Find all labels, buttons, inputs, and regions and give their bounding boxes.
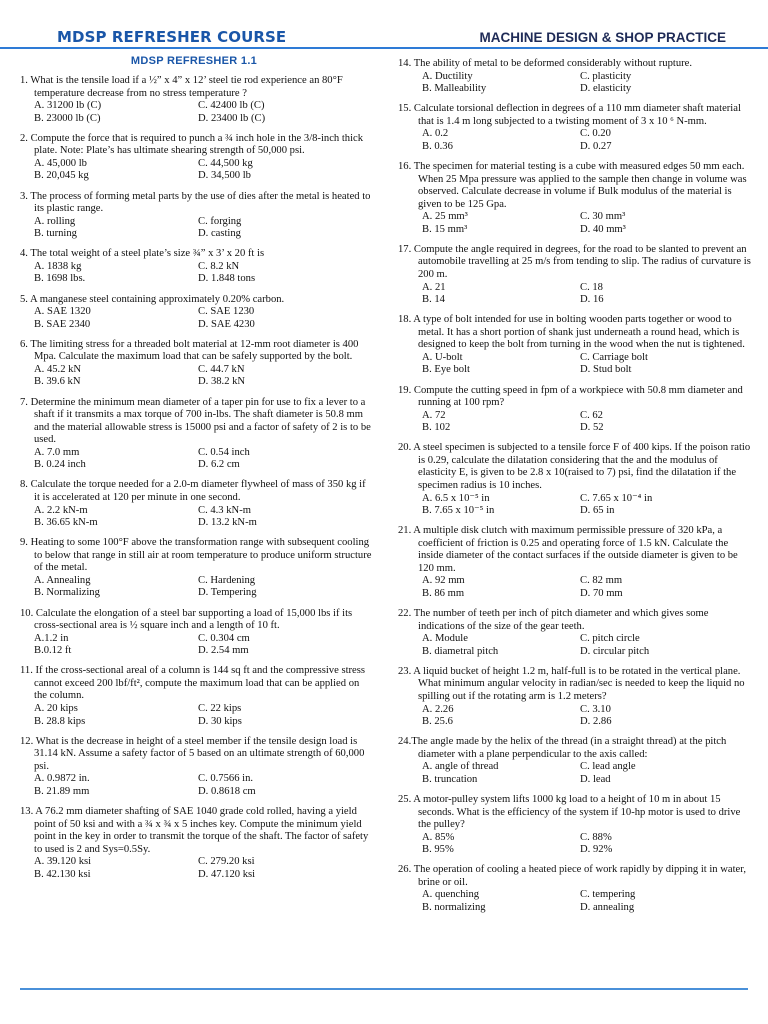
- answer-option: A. 2.2 kN-m: [34, 504, 88, 516]
- question-item: [396, 666, 754, 729]
- question-item: [10, 191, 372, 241]
- answer-option: A. 45.2 kN: [34, 363, 82, 375]
- answer-option: D. 0.8618 cm: [198, 785, 256, 797]
- question-stem: 17. Compute the angle required in degrees, for the road to be slanted to prevent an automobile travelling at 25 m/s from tending to slip. The radius of curvature is 200 m.: [398, 243, 751, 280]
- answer-option: D. 16: [580, 294, 604, 306]
- answer-option: B. normalizing: [422, 901, 486, 913]
- answer-option: C. 42400 lb (C): [198, 100, 265, 112]
- answer-options: [10, 856, 372, 881]
- answer-option: B. 14: [422, 294, 445, 306]
- answer-options: [396, 352, 754, 377]
- answer-option: D. 6.2 cm: [198, 459, 240, 471]
- answer-options: [10, 306, 372, 331]
- answer-options: [396, 575, 754, 600]
- answer-option: A. Module: [422, 633, 468, 645]
- question-item: [10, 397, 372, 472]
- answer-option: C. 0.54 inch: [198, 446, 250, 458]
- answer-options: [396, 71, 754, 96]
- answer-option: A. 92 mm: [422, 575, 465, 587]
- answer-option: C. 30 mm³: [580, 211, 626, 223]
- answer-option: A. 2.26: [422, 703, 454, 715]
- answer-option: C. 8.2 kN: [198, 260, 240, 272]
- answer-option: B. 86 mm: [422, 587, 465, 599]
- answer-options: [10, 633, 372, 658]
- answer-option: D. lead: [580, 773, 611, 785]
- answer-option: D. Stud bolt: [580, 364, 632, 376]
- question-item: [10, 133, 372, 183]
- answer-option: B. 42.130 ksi: [34, 868, 91, 880]
- answer-option: A. 72: [422, 409, 446, 421]
- answer-options: [10, 575, 372, 600]
- answer-option: A. 1838 kg: [34, 260, 82, 272]
- answer-option: B. 23000 lb (C): [34, 112, 101, 124]
- question-stem: 18. A type of bolt intended for use in bolting wooden parts together or wood to metal. It has a short portion of shank just underneath a round head, which is designed to keep the bolt from turning in the wood when the nut is tightened.: [398, 314, 745, 351]
- answer-option: D. 40 mm³: [580, 223, 626, 235]
- answer-option: D. annealing: [580, 901, 635, 913]
- question-stem: 25. A motor-pulley system lifts 1000 kg load to a height of 10 m in about 15 seconds. What is the efficiency of the system if 10-hp motor is used to drive the pulley?: [398, 793, 741, 831]
- answer-option: A. 21: [422, 281, 446, 293]
- answer-option: A. rolling: [34, 215, 76, 227]
- question-stem: 4. The total weight of a steel plate’s size ¾” x 3’ x 20 ft is: [20, 248, 265, 260]
- answer-option: B. Malleability: [422, 83, 487, 95]
- answer-option: D. 1.848 tons: [198, 273, 256, 285]
- question-item: [10, 806, 372, 881]
- answer-option: B. turning: [34, 228, 77, 240]
- answer-option: D. 13.2 kN-m: [198, 517, 257, 529]
- answer-option: A. 39.120 ksi: [34, 856, 92, 868]
- answer-options: [10, 216, 372, 241]
- question-item: [396, 442, 754, 517]
- answer-option: A.1.2 in: [34, 632, 69, 644]
- answer-option: C. 22 kips: [198, 703, 242, 714]
- answer-options: [396, 211, 754, 236]
- answer-option: D. 23400 lb (C): [198, 112, 266, 124]
- answer-option: D. 52: [580, 422, 604, 434]
- question-item: [10, 608, 372, 658]
- answer-option: D. 34,500 lb: [198, 170, 251, 182]
- answer-option: A. angle of thread: [422, 761, 499, 773]
- question-item: [396, 58, 754, 96]
- question-item: [396, 525, 754, 600]
- answer-option: A. 0.2: [422, 128, 449, 140]
- question-item: [396, 608, 754, 658]
- question-item: [396, 103, 754, 153]
- answer-options: [10, 261, 372, 286]
- course-title: MDSP REFRESHER COURSE: [57, 28, 287, 46]
- answer-option: D. elasticity: [580, 83, 632, 95]
- answer-option: D. circular pitch: [580, 645, 650, 657]
- answer-option: C. lead angle: [580, 761, 636, 773]
- answer-option: C. 7.65 x 10⁻⁴ in: [580, 492, 653, 504]
- answer-option: C. 44.7 kN: [198, 363, 245, 375]
- answer-options: [396, 410, 754, 435]
- question-stem: 6. The limiting stress for a threaded bolt material at 12-mm root diameter is 400 Mpa. Calculate the maximum load that can be safely supported by the bolt.: [20, 338, 359, 363]
- question-item: [396, 794, 754, 857]
- answer-options: [10, 364, 372, 389]
- answer-options: [396, 832, 754, 857]
- answer-option: C. Carriage bolt: [580, 351, 648, 363]
- answer-option: B. 25.6: [422, 716, 453, 728]
- answer-option: A. 31200 lb (C): [34, 100, 102, 112]
- subject-title: MACHINE DESIGN & SHOP PRACTICE: [479, 30, 726, 45]
- answer-option: B. 20,045 kg: [34, 170, 89, 182]
- answer-options: [10, 505, 372, 530]
- question-stem: 22. The number of teeth per inch of pitch diameter and which gives some indications of the size of the gear teeth.: [398, 608, 709, 632]
- answer-option: A. 85%: [422, 831, 455, 843]
- answer-option: A. U-bolt: [422, 351, 463, 363]
- question-item: [10, 75, 372, 125]
- answer-option: D. 30 kips: [198, 715, 242, 727]
- question-stem: 10. Calculate the elongation of a steel bar supporting a load of 15,000 lbs if its cross-sectional area is ½ square inch and a length of 10 ft.: [20, 607, 353, 632]
- answer-options: [10, 158, 372, 183]
- question-item: [396, 161, 754, 236]
- refresher-subtitle: MDSP REFRESHER 1.1: [130, 55, 258, 67]
- answer-option: B. diametral pitch: [422, 645, 499, 657]
- question-item: [396, 244, 754, 307]
- answer-option: C. 0.20: [580, 128, 611, 140]
- question-stem: 21. A multiple disk clutch with maximum permissible pressure of 320 kPa, a coefficient of friction is 0.25 and operating force of 1.5 kN. Calculate the inside diameter of the contact surfaces if the outside diameter is given to be 120 mm.: [398, 525, 738, 574]
- answer-option: C. 0.7566 in.: [198, 773, 254, 785]
- answer-option: C. 279.20 ksi: [198, 856, 255, 868]
- answer-option: A. Annealing: [34, 574, 91, 586]
- answer-option: C. 82 mm: [580, 575, 623, 587]
- question-stem: 23. A liquid bucket of height 1.2 m, half-full is to be rotated in the vertical plane. What minimum angular velocity in radian/sec is needed to keep the liquid no spilling out if the rotating arm is 1.2 meters?: [398, 665, 745, 702]
- answer-option: A. 25 mm³: [422, 211, 468, 223]
- question-item: [396, 736, 754, 786]
- answer-option: B.0.12 ft: [34, 645, 72, 657]
- answer-option: A. quenching: [422, 889, 480, 901]
- answer-option: C. Hardening: [198, 574, 256, 586]
- answer-option: B. Eye bolt: [422, 364, 470, 376]
- answer-option: C. 62: [580, 409, 603, 421]
- header-divider: [0, 47, 768, 49]
- answer-option: B. 102: [422, 422, 451, 434]
- answer-option: C. 88%: [580, 831, 612, 843]
- question-stem: 9. Heating to some 100°F above the transformation range with subsequent cooling to below that range in still air at room temperature to produce uniform structure of the metal.: [20, 537, 372, 574]
- answer-option: A. 7.0 mm: [34, 446, 80, 458]
- question-stem: 2. Compute the force that is required to punch a ¾ inch hole in the 3/8-inch thick plate. Note: Plate’s has ultimate shearing strength of 50,000 psi.: [20, 132, 364, 157]
- answer-option: B. Normalizing: [34, 587, 100, 599]
- answer-option: B. 0.36: [422, 140, 453, 152]
- question-stem: 3. The process of forming metal parts by the use of dies after the metal is heated to its plastic range.: [20, 190, 371, 215]
- answer-options: [10, 703, 372, 728]
- answer-options: [396, 282, 754, 307]
- left-question-column: [10, 75, 372, 889]
- question-stem: 15. Calculate torsional deflection in degrees of a 110 mm diameter shaft material that is 1.4 m long subjected to a twisting moment of 3 x 10 ⁶ N-mm.: [398, 103, 741, 127]
- answer-options: [10, 773, 372, 798]
- answer-option: A. 20 kips: [34, 703, 78, 714]
- answer-options: [396, 633, 754, 658]
- question-stem: 24.The angle made by the helix of the thread (in a straight thread) at the pitch diameter with a plane perpendicular to the axis called:: [398, 736, 727, 760]
- answer-option: B. 0.24 inch: [34, 459, 86, 471]
- answer-option: A. 0.9872 in.: [34, 773, 90, 785]
- answer-option: C. pitch circle: [580, 633, 640, 645]
- answer-option: D. 70 mm: [580, 587, 623, 599]
- question-item: [10, 665, 372, 728]
- answer-option: D. 65 in: [580, 505, 615, 517]
- question-item: [10, 736, 372, 799]
- question-stem: 7. Determine the minimum mean diameter of a taper pin for use to fix a lever to a shaft if it transmits a max torque of 700 in-lbs. The shaft diameter is 50.8 mm and the material allowable stress is 15000 psi and a factor of safety of 2 is to be used.: [20, 396, 371, 446]
- answer-option: D. casting: [198, 228, 241, 240]
- answer-option: D. 47.120 ksi: [198, 868, 256, 880]
- answer-option: B. SAE 2340: [34, 318, 91, 330]
- answer-option: C. 0.304 cm: [198, 632, 250, 644]
- answer-option: D. 2.54 mm: [198, 645, 249, 657]
- answer-option: D. 38.2 kN: [198, 376, 246, 388]
- answer-options: [10, 100, 372, 125]
- answer-option: B. 15 mm³: [422, 223, 468, 235]
- question-item: [10, 537, 372, 600]
- answer-option: B. 36.65 kN-m: [34, 517, 98, 529]
- question-stem: 1. What is the tensile load if a ½” x 4” x 12’ steel tie rod experience an 80°F temperature decrease from no stress temperature ?: [20, 75, 343, 99]
- answer-option: A. 6.5 x 10⁻⁵ in: [422, 492, 490, 504]
- question-stem: 5. A manganese steel containing approximately 0.20% carbon.: [20, 293, 285, 305]
- answer-option: B. 21.89 mm: [34, 785, 90, 797]
- answer-option: B. 95%: [422, 844, 454, 856]
- answer-options: [396, 761, 754, 786]
- answer-option: B. 1698 lbs.: [34, 273, 86, 285]
- question-item: [10, 339, 372, 389]
- answer-option: D. 92%: [580, 844, 613, 856]
- answer-option: C. plasticity: [580, 70, 632, 82]
- answer-options: [10, 447, 372, 472]
- answer-option: B. 7.65 x 10⁻⁵ in: [422, 505, 495, 517]
- answer-option: B. 28.8 kips: [34, 715, 86, 727]
- question-stem: 14. The ability of metal to be deformed considerably without rupture.: [398, 58, 692, 69]
- question-stem: 12. What is the decrease in height of a steel member if the tensile design load is 31.14 kN. Assume a safety factor of 5 based on an ultimate strength of 60,000 psi.: [20, 735, 365, 772]
- question-stem: 16. The specimen for material testing is a cube with measured edges 50 mm each. When 25 Mpa pressure was applied to the sample then change in volume was observed. Calculate decrease in volume if Bulk modulus of the material is given to be 125 Gpa.: [398, 161, 747, 210]
- right-question-column: [396, 58, 754, 922]
- question-stem: 20. A steel specimen is subjected to a tensile force F of 400 kips. If the poison ratio is 0.29, calculate the dilatation considering that the and the modulus of elasticity E, is given to be 2.8 x 10(raised to 7) psi, find the dilatation if the specimen radius is 10 inches.: [398, 442, 751, 491]
- question-stem: 8. Calculate the torque needed for a 2.0-m diameter flywheel of mass of 350 kg if it is accelerated at 120 per minute in one second.: [20, 479, 366, 504]
- question-item: [396, 864, 754, 914]
- answer-option: D. 0.27: [580, 140, 612, 152]
- question-item: [10, 248, 372, 286]
- answer-option: C. SAE 1230: [198, 306, 255, 318]
- answer-option: D. Tempering: [198, 587, 257, 599]
- answer-option: A. Ductility: [422, 70, 473, 82]
- answer-options: [396, 128, 754, 153]
- answer-option: C. 18: [580, 281, 603, 293]
- answer-option: C. 4.3 kN-m: [198, 504, 251, 516]
- question-item: [10, 294, 372, 332]
- answer-options: [396, 493, 754, 518]
- question-stem: 26. The operation of cooling a heated piece of work rapidly by dipping it in water, brine or oil.: [398, 864, 746, 888]
- answer-option: C. 3.10: [580, 703, 611, 715]
- answer-options: [396, 889, 754, 914]
- answer-option: C. 44,500 kg: [198, 157, 253, 169]
- question-stem: 13. A 76.2 mm diameter shafting of SAE 1040 grade cold rolled, having a yield point of 50 ksi and with a ¾ x ¾ x 5 inches key. Compute the minimum yield point in the key in order to transmit the torque of the shaft. The factor of safety to used is 2 and Sys=0.5Sy.: [20, 806, 369, 855]
- question-item: [10, 479, 372, 529]
- question-stem: 11. If the cross-sectional areal of a column is 144 sq ft and the compressive stress cannot exceed 200 lbf/ft², compute the maximum load that can be applied on the column.: [20, 665, 365, 702]
- answer-option: C. forging: [198, 215, 242, 227]
- answer-option: D. 2.86: [580, 716, 612, 728]
- answer-options: [396, 704, 754, 729]
- answer-option: B. 39.6 kN: [34, 376, 81, 388]
- question-item: [396, 385, 754, 435]
- answer-option: C. tempering: [580, 889, 636, 901]
- footer-divider: [20, 988, 748, 990]
- answer-option: D. SAE 4230: [198, 318, 255, 330]
- answer-option: A. 45,000 lb: [34, 157, 87, 169]
- question-item: [396, 314, 754, 377]
- answer-option: A. SAE 1320: [34, 306, 91, 318]
- question-stem: 19. Compute the cutting speed in fpm of a workpiece with 50.8 mm diameter and running at 100 rpm?: [398, 384, 743, 409]
- answer-option: B. truncation: [422, 773, 478, 785]
